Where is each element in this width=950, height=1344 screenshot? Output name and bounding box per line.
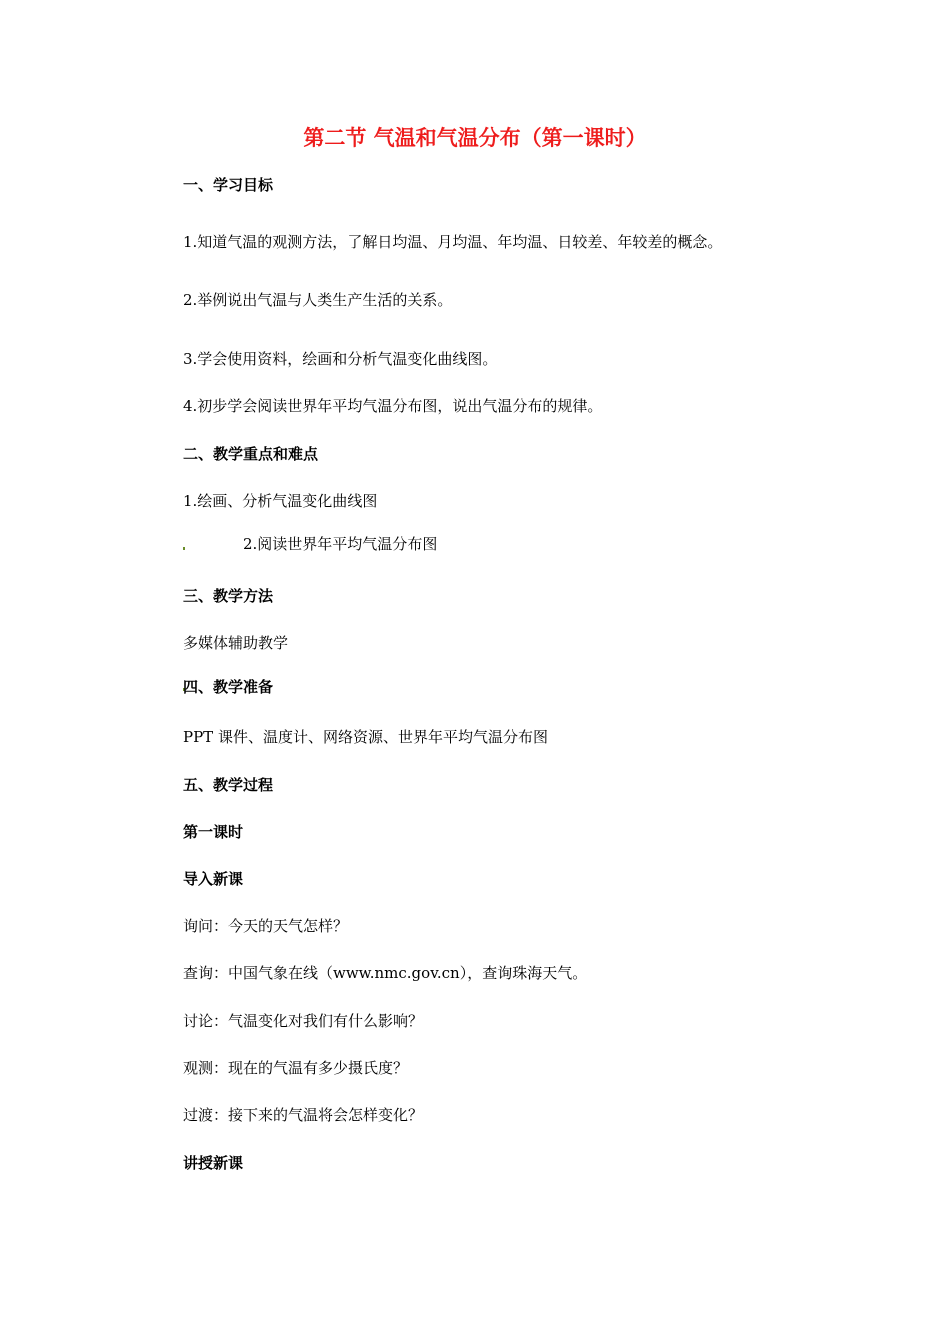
section-heading-key-points: 二、教学重点和难点	[183, 445, 319, 463]
key-point-item-2: 2.阅读世界年平均气温分布图	[243, 535, 438, 553]
objective-item-2: 2.举例说出气温与人类生产生活的关系。	[183, 291, 453, 309]
intro-item-1: 询问：今天的天气怎样？	[183, 917, 349, 935]
intro-item-4: 观测：现在的气温有多少摄氏度？	[183, 1059, 409, 1077]
intro-heading: 导入新课	[183, 870, 244, 888]
section-heading-process: 五、教学过程	[183, 776, 274, 794]
section-heading-preparation: 四、教学准备	[183, 678, 274, 696]
section-heading-objectives: 一、学习目标	[183, 176, 274, 194]
section-heading-methods: 三、教学方法	[183, 587, 274, 605]
preparation-body: PPT 课件、温度计、网络资源、世界年平均气温分布图	[183, 728, 548, 746]
key-point-item-1: 1.绘画、分析气温变化曲线图	[183, 492, 378, 510]
objective-item-3: 3.学会使用资料，绘画和分析气温变化曲线图。	[183, 350, 498, 368]
intro-item-5: 过渡：接下来的气温将会怎样变化？	[183, 1106, 424, 1124]
new-lesson-heading: 讲授新课	[183, 1154, 244, 1172]
page-title: 第二节 气温和气温分布（第一课时）	[303, 126, 647, 150]
intro-item-2: 查询：中国气象在线（www.nmc.gov.cn），查询珠海天气。	[183, 964, 588, 982]
objective-item-4: 4.初步学会阅读世界年平均气温分布图，说出气温分布的规律。	[183, 397, 603, 415]
methods-body: 多媒体辅助教学	[183, 634, 289, 652]
intro-item-3: 讨论：气温变化对我们有什么影响？	[183, 1012, 424, 1030]
lesson-heading: 第一课时	[183, 823, 244, 841]
objective-item-1: 1.知道气温的观测方法，了解日均温、月均温、年均温、日较差、年较差的概念。	[183, 233, 723, 251]
stray-mark	[183, 547, 185, 550]
